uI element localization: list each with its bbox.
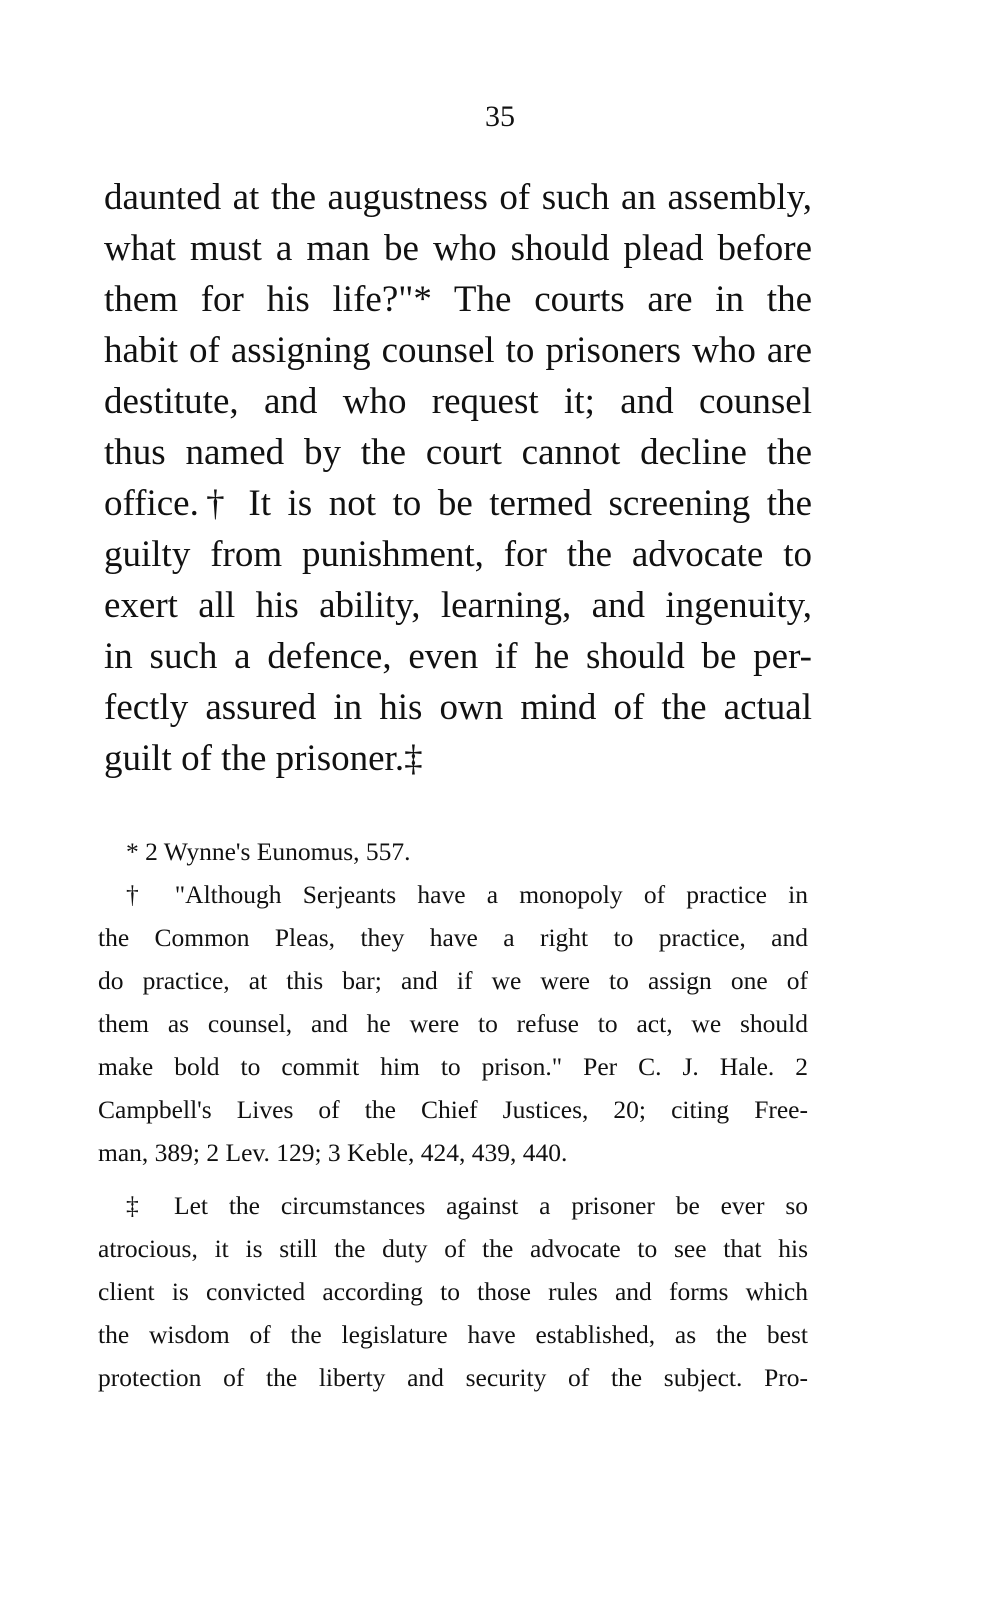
footnote-3 <box>98 1184 808 1399</box>
footnote-line: † "Although Serjeants have a monopoly of practice in <box>126 880 808 909</box>
body-text <box>104 172 812 784</box>
body-line: them for his life?"* The courts are in the <box>104 279 812 320</box>
body-line: exert all his ability, learning, and ingenuity, <box>104 585 812 626</box>
body-line: what must a man be who should plead before <box>104 228 812 269</box>
footnote-line: do practice, at this bar; and if we were to assign one of <box>98 966 808 995</box>
body-line: daunted at the augustness of such an assembly, <box>104 177 812 218</box>
body-line: thus named by the court cannot decline the <box>104 432 812 473</box>
body-line: guilt of the prisoner.‡ <box>104 738 423 779</box>
footnote-line: ‡ Let the circumstances against a prisoner be ever so <box>126 1191 808 1220</box>
footnote-line: client is convicted according to those rules and forms which <box>98 1277 808 1306</box>
footnote-line: * 2 Wynne's Eunomus, 557. <box>126 837 411 866</box>
footnote-line: the Common Pleas, they have a right to practice, and <box>98 923 808 952</box>
body-line: guilty from punishment, for the advocate to <box>104 534 812 575</box>
footnotes <box>98 830 808 1399</box>
body-line: fectly assured in his own mind of the actual <box>104 687 812 728</box>
footnote-1 <box>98 830 808 873</box>
footnote-line: the wisdom of the legislature have established, as the best <box>98 1320 808 1349</box>
footnote-2 <box>98 873 808 1174</box>
footnote-line: protection of the liberty and security of the subject. Pro- <box>98 1363 808 1392</box>
footnote-line: make bold to commit him to prison." Per C. J. Hale. 2 <box>98 1052 808 1081</box>
body-line: office.† It is not to be termed screening the <box>104 483 812 524</box>
page-number: 35 <box>485 100 515 133</box>
body-line: destitute, and who request it; and counsel <box>104 381 812 422</box>
footnote-line: man, 389; 2 Lev. 129; 3 Keble, 424, 439, 440. <box>98 1138 568 1167</box>
footnote-line: Campbell's Lives of the Chief Justices, 20; citing Free- <box>98 1095 808 1124</box>
body-line: habit of assigning counsel to prisoners who are <box>104 330 812 371</box>
body-line: in such a defence, even if he should be per- <box>104 636 812 677</box>
footnote-line: them as counsel, and he were to refuse to act, we should <box>98 1009 808 1038</box>
footnote-line: atrocious, it is still the duty of the advocate to see that his <box>98 1234 808 1263</box>
